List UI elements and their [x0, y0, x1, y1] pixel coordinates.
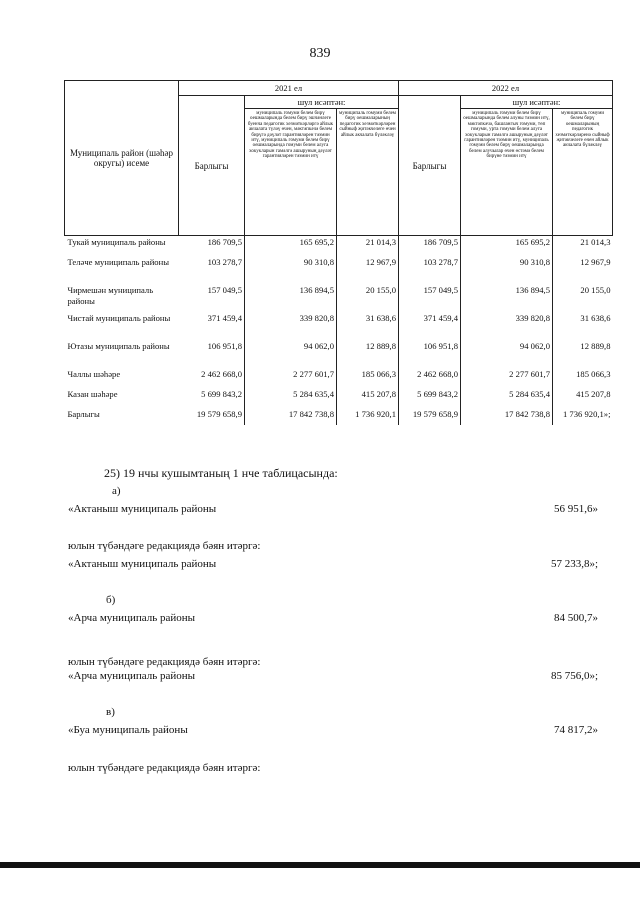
item-a-old-value: 56 951,6»: [554, 503, 598, 515]
item-b-label: б): [106, 594, 116, 606]
cell-value: 21 014,3: [580, 237, 611, 247]
cell-value: 165 695,2: [461, 236, 553, 258]
cell-value: 1 736 920,1»;: [562, 409, 611, 419]
item-b-new-value: 85 756,0»;: [550, 670, 598, 682]
table-row: [65, 257, 613, 285]
cell-value: 371 459,4: [179, 313, 245, 341]
replace-instruction-2: юлын түбәндәге редакциядә бәян итәргә:: [68, 656, 261, 668]
cell-value: 136 894,5: [245, 285, 337, 313]
cell-value: 157 049,5: [399, 285, 461, 313]
table-row: [65, 285, 613, 313]
cell-value: 19 579 658,9: [399, 409, 461, 425]
cell-value: 5 284 635,4: [461, 389, 553, 409]
cell-value: 12 967,9: [337, 257, 399, 285]
replace-instruction-3: юлын түбәндәге редакциядә бәян итәргә:: [68, 762, 261, 774]
cell-value: 12 889,8: [580, 341, 611, 351]
cell-value: 19 579 658,9: [179, 409, 245, 425]
row-name: Чаллы шәһәре: [67, 369, 121, 379]
cell-value: 185 066,3: [337, 369, 399, 389]
col-header-including-2022: шул исәптән:: [461, 96, 613, 109]
item-a-new-name: «Актаныш муниципаль районы: [68, 558, 217, 570]
col-header-total-2021: Барлыгы: [179, 96, 245, 236]
cell-value: 1 736 920,1: [337, 409, 399, 425]
cell-value: 90 310,8: [461, 257, 553, 285]
table-row: [65, 369, 613, 389]
cell-value: 94 062,0: [461, 341, 553, 369]
col-header-year-2022: 2022 ел: [399, 81, 613, 96]
cell-value: 20 155,0: [337, 285, 399, 313]
row-name: Чирмешән муниципаль районы: [67, 285, 154, 306]
row-name: Барлыгы: [67, 409, 100, 419]
paragraph-25: 25) 19 нчы кушымтаның 1 нче таблицасында:: [104, 466, 338, 480]
cell-value: 5 699 843,2: [179, 389, 245, 409]
table-row: [65, 313, 613, 341]
table-row: [65, 389, 613, 409]
cell-value: 415 207,8: [337, 389, 399, 409]
row-name: Теләче муниципаль районы: [67, 257, 169, 267]
cell-value: 339 820,8: [461, 313, 553, 341]
cell-value: 12 889,8: [337, 341, 399, 369]
col-header-year-2021: 2021 ел: [179, 81, 399, 96]
scan-border-line: [0, 862, 640, 868]
cell-value: 2 462 668,0: [179, 369, 245, 389]
cell-value: 2 277 601,7: [245, 369, 337, 389]
subsidy-table: [64, 80, 613, 425]
cell-value: 186 709,5: [179, 236, 245, 258]
cell-value: 136 894,5: [461, 285, 553, 313]
item-a-label: а): [112, 485, 121, 497]
col-header-total-2022: Барлыгы: [399, 96, 461, 236]
col-header-2022-class-teachers: муниципаль гомуми белем бирү оешмаларының педагогик хезмәткәрләренә сыйныф җитәкчелеге өчен айлык акчалата бүләкләү: [553, 109, 613, 236]
cell-value: 106 951,8: [179, 341, 245, 369]
item-b-old-name: «Арча муниципаль районы: [68, 612, 196, 624]
col-header-including-2021: шул исәптән:: [245, 96, 399, 109]
replace-instruction-1: юлын түбәндәге редакциядә бәян итәргә:: [68, 540, 261, 552]
item-a-old-name: «Актаныш муниципаль районы: [68, 503, 217, 515]
cell-value: 17 842 738,8: [461, 409, 553, 425]
cell-value: 106 951,8: [399, 341, 461, 369]
row-name: Казан шәһәре: [67, 389, 118, 399]
cell-value: 90 310,8: [245, 257, 337, 285]
row-name: Чистай муниципаль районы: [67, 313, 171, 323]
cell-value: 2 462 668,0: [399, 369, 461, 389]
cell-value: 185 066,3: [576, 369, 611, 379]
cell-value: 5 284 635,4: [245, 389, 337, 409]
item-v-old-name: «Буа муниципаль районы: [68, 724, 188, 736]
cell-value: 371 459,4: [399, 313, 461, 341]
col-header-municipality: Муниципаль район (шәһәр округы) исеме: [65, 81, 179, 236]
col-header-2021-class-teachers: муниципаль гомуми белем бирү оешмаларының педагогик хезмәткәрләрен сыйныф җитәкчелеге өчен айлык акчалата бүләкләү: [337, 109, 399, 236]
item-v-old-value: 74 817,2»: [554, 724, 598, 736]
cell-value: 21 014,3: [337, 236, 399, 258]
table-row: [65, 236, 613, 258]
cell-value: 157 049,5: [179, 285, 245, 313]
table-row: [65, 341, 613, 369]
row-name: Ютазы муниципаль районы: [67, 341, 170, 351]
cell-value: 94 062,0: [245, 341, 337, 369]
cell-value: 31 638,6: [337, 313, 399, 341]
cell-value: 415 207,8: [576, 389, 611, 399]
item-a-new-value: 57 233,8»;: [550, 558, 598, 570]
cell-value: 31 638,6: [580, 313, 611, 323]
item-b-new-name: «Арча муниципаль районы: [68, 670, 196, 682]
item-b-old-value: 84 500,7»: [554, 612, 598, 624]
cell-value: 5 699 843,2: [399, 389, 461, 409]
cell-value: 103 278,7: [399, 257, 461, 285]
table-total-row: [65, 409, 613, 425]
cell-value: 339 820,8: [245, 313, 337, 341]
cell-value: 20 155,0: [580, 285, 611, 295]
cell-value: 12 967,9: [580, 257, 611, 267]
col-header-2021-education: муниципаль гомуми белем бирү оешмаларында белем бирү эшчәнлеге буенча педагогик хезмәткәрләргә айлык акчалата түләү өчен, мәктәпкәчә белем бирүгә дәүләт гарантияләрен тәэмин итү, муниципаль гомуми белем бирү оешмаларында гомуми белем алуга хокукларын гамәлгә ашыруның дәүләт гарантияләрен тәэмин итү: [245, 109, 337, 236]
cell-value: 17 842 738,8: [245, 409, 337, 425]
cell-value: 165 695,2: [245, 236, 337, 258]
cell-value: 2 277 601,7: [461, 369, 553, 389]
col-header-2022-education: муниципаль гомуми белем бирү оешмаларында белем алуны тәэмин итү, мәктәпкәчә, башлангыч гомуми, төп гомуми, урта гомуми белем алуга хокукларын гамәлгә ашыруның дәүләт гарантияләрен тәэмин итү, муниципаль гомуми белем бирү оешмаларында белем алучылар өчен өстәмә белем бирүне тәэмин итү: [461, 109, 553, 236]
page-number: 839: [309, 46, 331, 61]
row-name: Тукай муниципаль районы: [67, 237, 166, 247]
item-v-label: в): [106, 706, 115, 718]
cell-value: 186 709,5: [399, 236, 461, 258]
cell-value: 103 278,7: [179, 257, 245, 285]
